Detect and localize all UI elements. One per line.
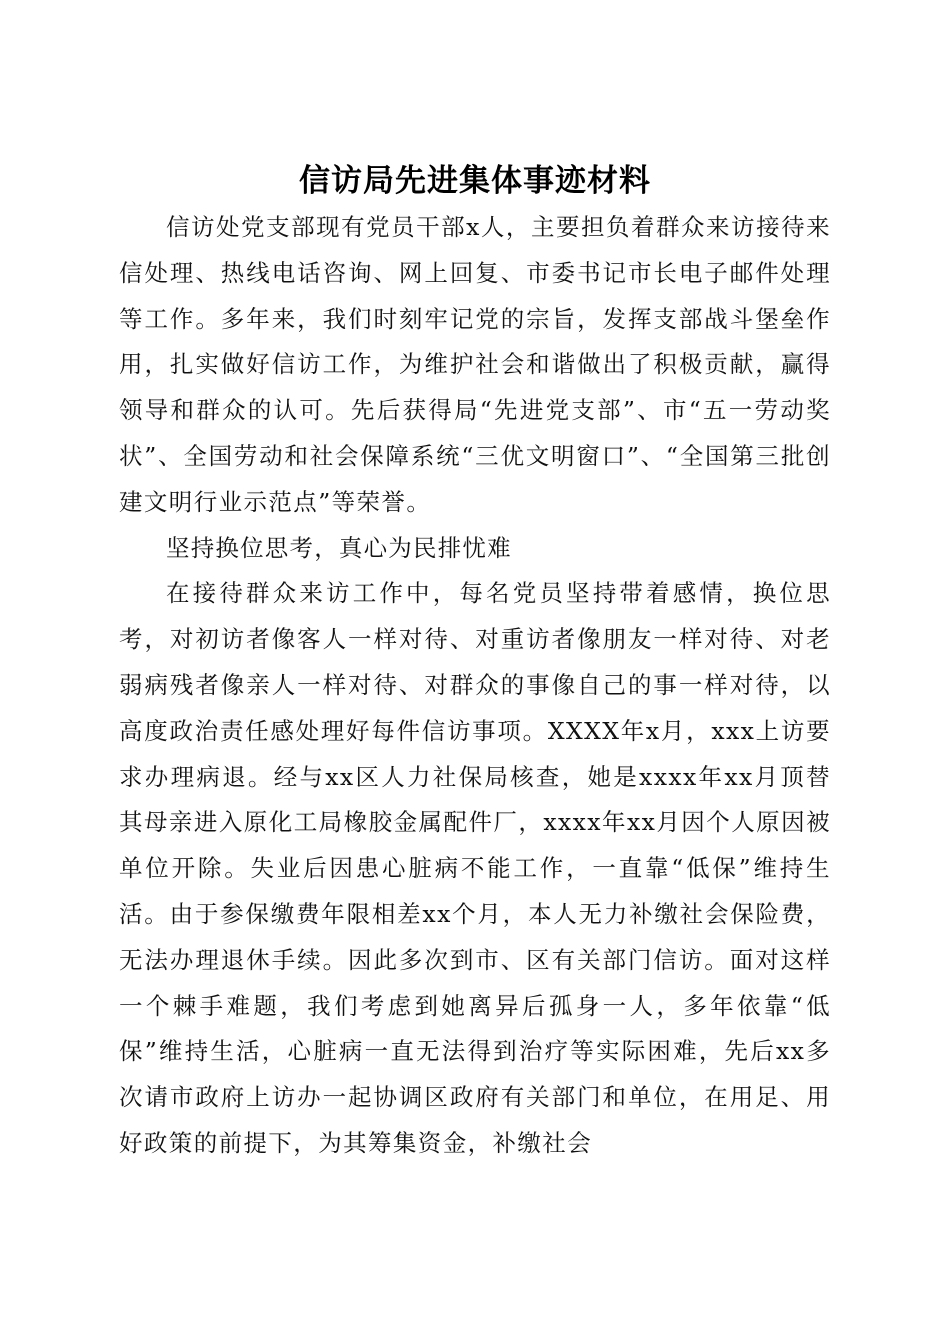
intro-paragraph: 信访处党支部现有党员干部x人，主要担负着群众来访接待来信处理、热线电话咨询、网上回复、市委书记市长电子邮件处理等工作。多年来，我们时刻牢记党的宗旨，发挥支部战斗堡垒作用，扎实做好信访工作，为维护社会和谐做出了积极贡献，赢得领导和群众的认可。先后获得局“先进党支部”、市“五一劳动奖状”、全国劳动和社会保障系统“三优文明窗口”、“全国第三批创建文明行业示范点”等荣誉。 <box>119 213 831 516</box>
section-heading: 坚持换位思考，真心为民排忧难 <box>166 533 512 562</box>
body-paragraph: 在接待群众来访工作中，每名党员坚持带着感情，换位思考，对初访者像客人一样对待、对重访者像朋友一样对待、对老弱病残者像亲人一样对待、对群众的事像自己的事一样对待，以高度政治责任感处理好每件信访事项。XXXX年x月，xxx上访要求办理病退。经与xx区人力社保局核查，她是xxxx年xx月顶替其母亲进入原化工局橡胶金属配件厂，xxxx年xx月因个人原因被单位开除。失业后因患心脏病不能工作，一直靠“低保”维持生活。由于参保缴费年限相差xx个月，本人无力补缴社会保险费，无法办理退休手续。因此多次到市、区有关部门信访。面对这样一个棘手难题，我们考虑到她离异后孤身一人，多年依靠“低保”维持生活，心脏病一直无法得到治疗等实际困难，先后xx多次请市政府上访办一起协调区政府有关部门和单位，在用足、用好政策的前提下，为其筹集资金，补缴社会 <box>119 579 831 1157</box>
document-body <box>119 205 831 1167</box>
page-title: 信访局先进集体事迹材料 <box>299 162 651 199</box>
